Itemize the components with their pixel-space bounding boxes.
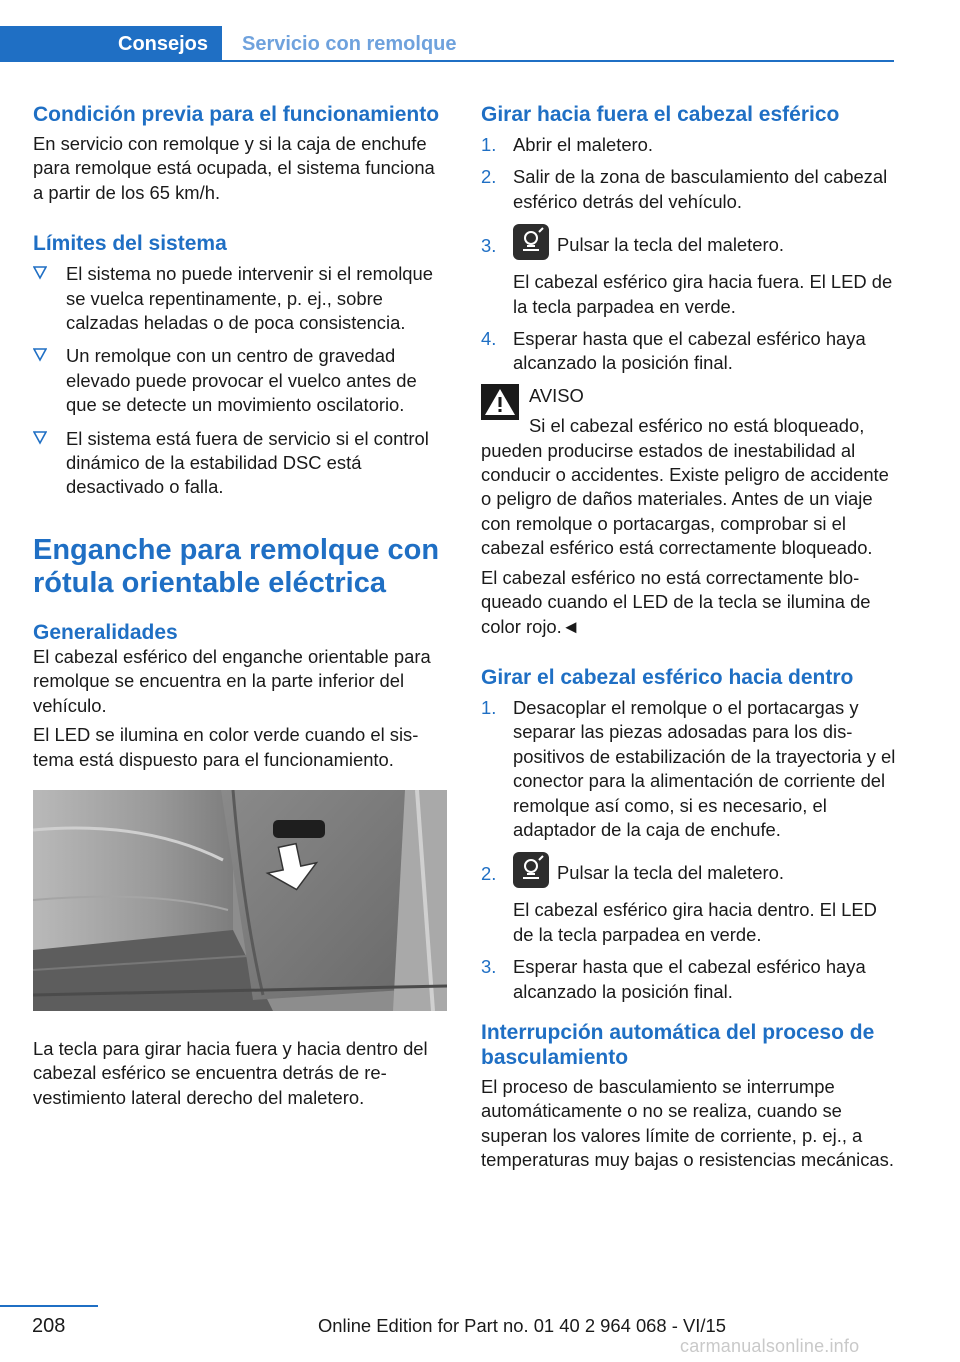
warning-text-2: El cabezal esférico no está correctamente bloqueado cuando el LED de la tecla se ilumina de color rojo.◄ [481,566,871,637]
heading-enganche: Enganche para remolque con rótula orientable eléctrica [33,533,440,599]
heading-girar-dentro: Girar el cabezal esférico hacia dentro [481,665,854,689]
watermark: carmanualsonline.info [680,1336,860,1356]
left-column [33,102,447,1110]
step-number: 2. [481,863,497,885]
steps-dentro [481,696,896,1004]
trunk-tow-key-icon [513,224,549,260]
step-number: 1. [481,696,497,718]
warning-text: pueden producirse estados de inestabilidad al conducir o accidentes. Existe peligro de accidente o peligro de daños materiales. Antes de un viaje con remolque o portacargas, comprobar si el cabezal esférico está correctamente bloqueado. [481,439,889,559]
section-title[interactable]: Servicio con remolque [242,33,457,55]
list-item [33,344,447,417]
list-item [33,427,447,500]
list-item-text: El sistema está fuera de servicio si el control dinámico de la estabilidad DSC está desactivado o falla. [66,427,429,498]
step-text: Abrir el maletero. [513,134,654,155]
warning-title: AVISO [529,384,584,406]
heading-girar-fuera: Girar hacia fuera el cabezal esférico [481,103,840,126]
paragraph-interrupcion: El proceso de basculamiento se interrumpe automáticamente o no se realiza, cuando se superan los valores límite de corriente, p. ej., a temperaturas muy bajas o resistencias mecánicas. [481,1075,894,1171]
step-text: Pulsar la tecla del maletero. [557,862,784,884]
paragraph-generalidades-1: El cabezal esférico del enganche orientable para remolque se encuentra en la parte inferior del vehículo. [33,645,431,716]
chapter-tab[interactable]: Consejos [0,26,222,62]
step-number: 1. [481,134,497,155]
step-subtext: El cabezal esférico gira hacia dentro. El LED de la tecla parpadea en verde. [513,899,877,945]
step-item [481,856,896,947]
step-text: Desacoplar el remolque o el portacargas y separar las piezas adosadas para los dispositivos de estabilización de la trayectoria y el conector para la alimentación de corriente del remolque así como, si es necesario, el adaptador de la caja de enchufe. [513,696,896,840]
step-text: Salir de la zona de basculamiento del cabezal esférico detrás del vehículo. [513,166,888,212]
step-item [481,327,896,376]
footer-rule [0,1305,98,1307]
list-item-text: Un remolque con un centro de gravedad elevado puede provocar el vuelco antes de que se detecte un movimiento oscilatorio. [66,345,417,416]
limites-list [33,262,447,500]
trunk-tow-key-icon [513,852,549,888]
triangle-bullet-icon [33,266,47,280]
step-number: 3. [481,235,497,257]
heading-generalidades: Generalidades [33,620,178,644]
triangle-bullet-icon [33,348,47,362]
step-text: Esperar hasta que el cabezal esférico haya alcanzado la posición final. [513,956,866,1002]
step-text: Pulsar la tecla del maletero. [557,234,784,256]
trunk-panel-illustration [33,790,447,1011]
step-subtext: El cabezal esférico gira hacia fuera. El LED de la tecla parpadea en verde. [513,271,893,317]
step-text: Esperar hasta que el cabezal esférico haya alcanzado la posición final. [513,328,866,374]
right-column [481,102,896,1173]
triangle-bullet-icon [33,431,47,445]
step-item [481,165,896,214]
step-number: 4. [481,328,497,350]
step-item [481,696,896,842]
warning-block [481,384,896,639]
step-item [481,133,896,157]
page-number: 208 [32,1315,66,1337]
step-item [481,955,896,1004]
warning-text-first: Si el cabezal esférico no está bloqueado, [529,415,865,437]
step-number: 3. [481,956,497,978]
list-item [33,262,447,335]
step-item [481,228,896,319]
header-bar [0,26,894,62]
step-number: 2. [481,166,497,188]
edition-line: Online Edition for Part no. 01 40 2 964 068 - VI/15 [318,1315,726,1336]
warning-triangle-icon [481,384,519,420]
heading-interrupcion: Interrupción automática del proceso de basculamiento [481,1020,875,1069]
steps-fuera [481,133,896,376]
list-item-text: El sistema no puede intervenir si el remolque se vuelca repentinamente, p. ej., sobre calzadas heladas o de poca consistencia. [66,263,433,334]
trunk-photo [33,790,447,1011]
photo-caption: La tecla para girar hacia fuera y hacia dentro del cabezal esférico se encuentra detrás de revestimiento lateral derecho del maletero. [33,1037,428,1108]
paragraph-condicion: En servicio con remolque y si la caja de enchufe para remolque está ocupada, el sistema funciona a partir de los 65 km/h. [33,133,435,203]
paragraph-generalidades-2: El LED se ilumina en color verde cuando el sistema está dispuesto para el funcionamiento. [33,724,419,770]
heading-condicion: Condición previa para el funcionamiento [33,103,440,126]
heading-limites: Límites del sistema [33,232,227,256]
